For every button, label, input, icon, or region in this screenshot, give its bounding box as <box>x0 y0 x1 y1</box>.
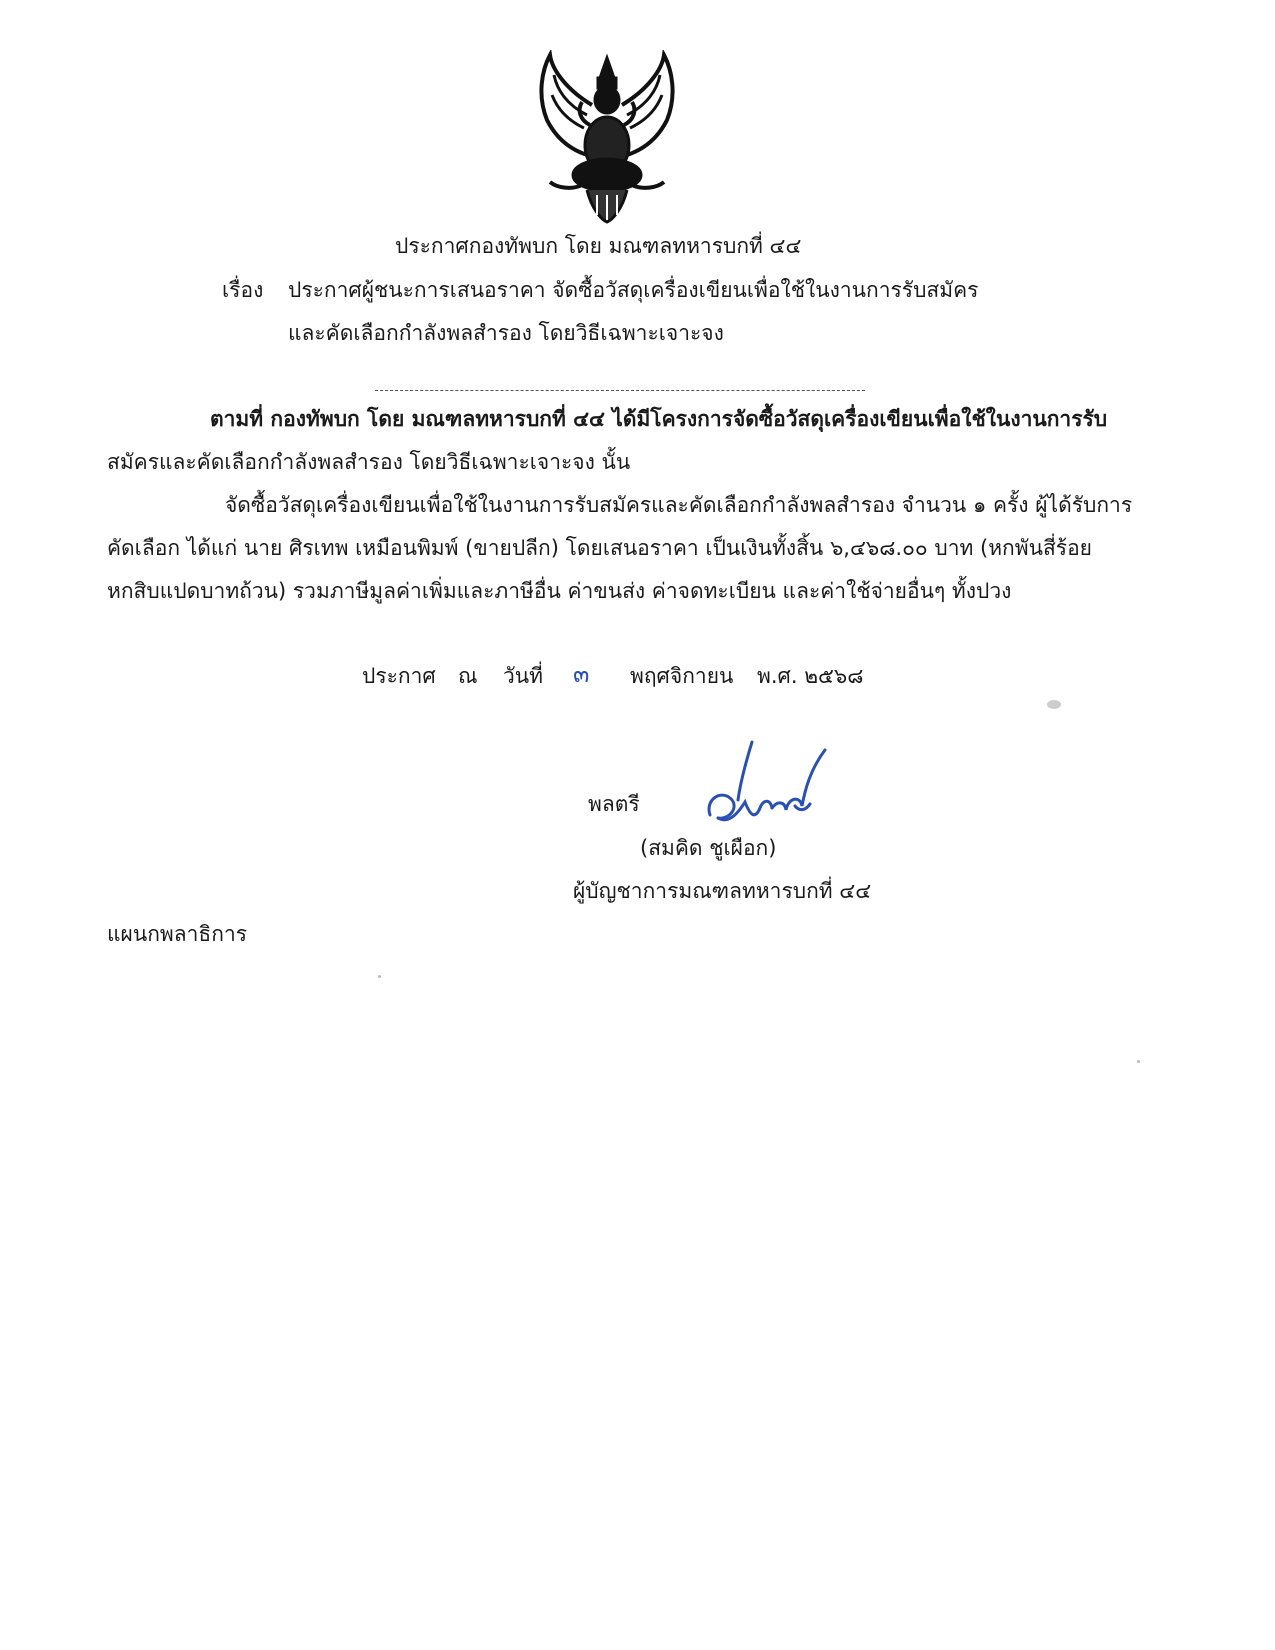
subject-line-1: ประกาศผู้ชนะการเสนอราคา จัดซื้อวัสดุเครื่องเขียนเพื่อใช้ในงานการรับสมัคร <box>288 278 979 302</box>
date-day-label: วันที่ <box>503 664 543 688</box>
scan-smudge <box>1047 700 1061 709</box>
signer-rank: พลตรี <box>588 792 640 816</box>
paragraph-1-line-1: ตามที่ กองทัพบก โดย มณฑลทหารบกที่ ๔๔ ได้มีโครงการจัดซื้อวัสดุเครื่องเขียนเพื่อใช้ในงานการรับ <box>210 407 1108 431</box>
date-month: พฤศจิกายน <box>630 664 734 688</box>
paragraph-2-line-3: หกสิบแปดบาทถ้วน) รวมภาษีมูลค่าเพิ่มและภาษีอื่น ค่าขนส่ง ค่าจดทะเบียน และค่าใช้จ่ายอื่นๆ ทั้งปวง <box>107 579 1012 603</box>
scan-speck <box>378 975 381 978</box>
date-prefix: ประกาศ <box>362 664 436 688</box>
date-day: ๓ <box>573 660 590 688</box>
subject-label: เรื่อง <box>222 278 264 302</box>
paragraph-2-line-2: คัดเลือก ได้แก่ นาย ศิรเทพ เหมือนพิมพ์ (ขายปลีก) โดยเสนอราคา เป็นเงินทั้งสิ้น ๖,๔๖๘.๐๐ บาท (หกพันสี่ร้อย <box>107 536 1092 560</box>
date-year: พ.ศ. ๒๕๖๘ <box>757 664 864 688</box>
paragraph-1-line-2: สมัครและคัดเลือกกำลังพลสำรอง โดยวิธีเฉพาะเจาะจง นั้น <box>107 450 631 474</box>
department-footer: แผนกพลาธิการ <box>107 922 248 946</box>
paragraph-2-line-1: จัดซื้อวัสดุเครื่องเขียนเพื่อใช้ในงานการรับสมัครและคัดเลือกกำลังพลสำรอง จำนวน ๑ ครั้ง ผู้ได้รับการ <box>225 493 1133 517</box>
announcement-title: ประกาศกองทัพบก โดย มณฑลทหารบกที่ ๔๔ <box>395 234 802 258</box>
date-at: ณ <box>458 664 478 688</box>
subject-line-2: และคัดเลือกกำลังพลสำรอง โดยวิธีเฉพาะเจาะจง <box>288 321 724 345</box>
scan-speck <box>1137 1060 1140 1063</box>
signer-position: ผู้บัญชาการมณฑลทหารบกที่ ๔๔ <box>573 879 872 903</box>
signer-name: (สมคิด ชูเผือก) <box>640 836 777 860</box>
garuda-emblem-icon <box>532 50 682 225</box>
separator-divider <box>375 390 865 391</box>
